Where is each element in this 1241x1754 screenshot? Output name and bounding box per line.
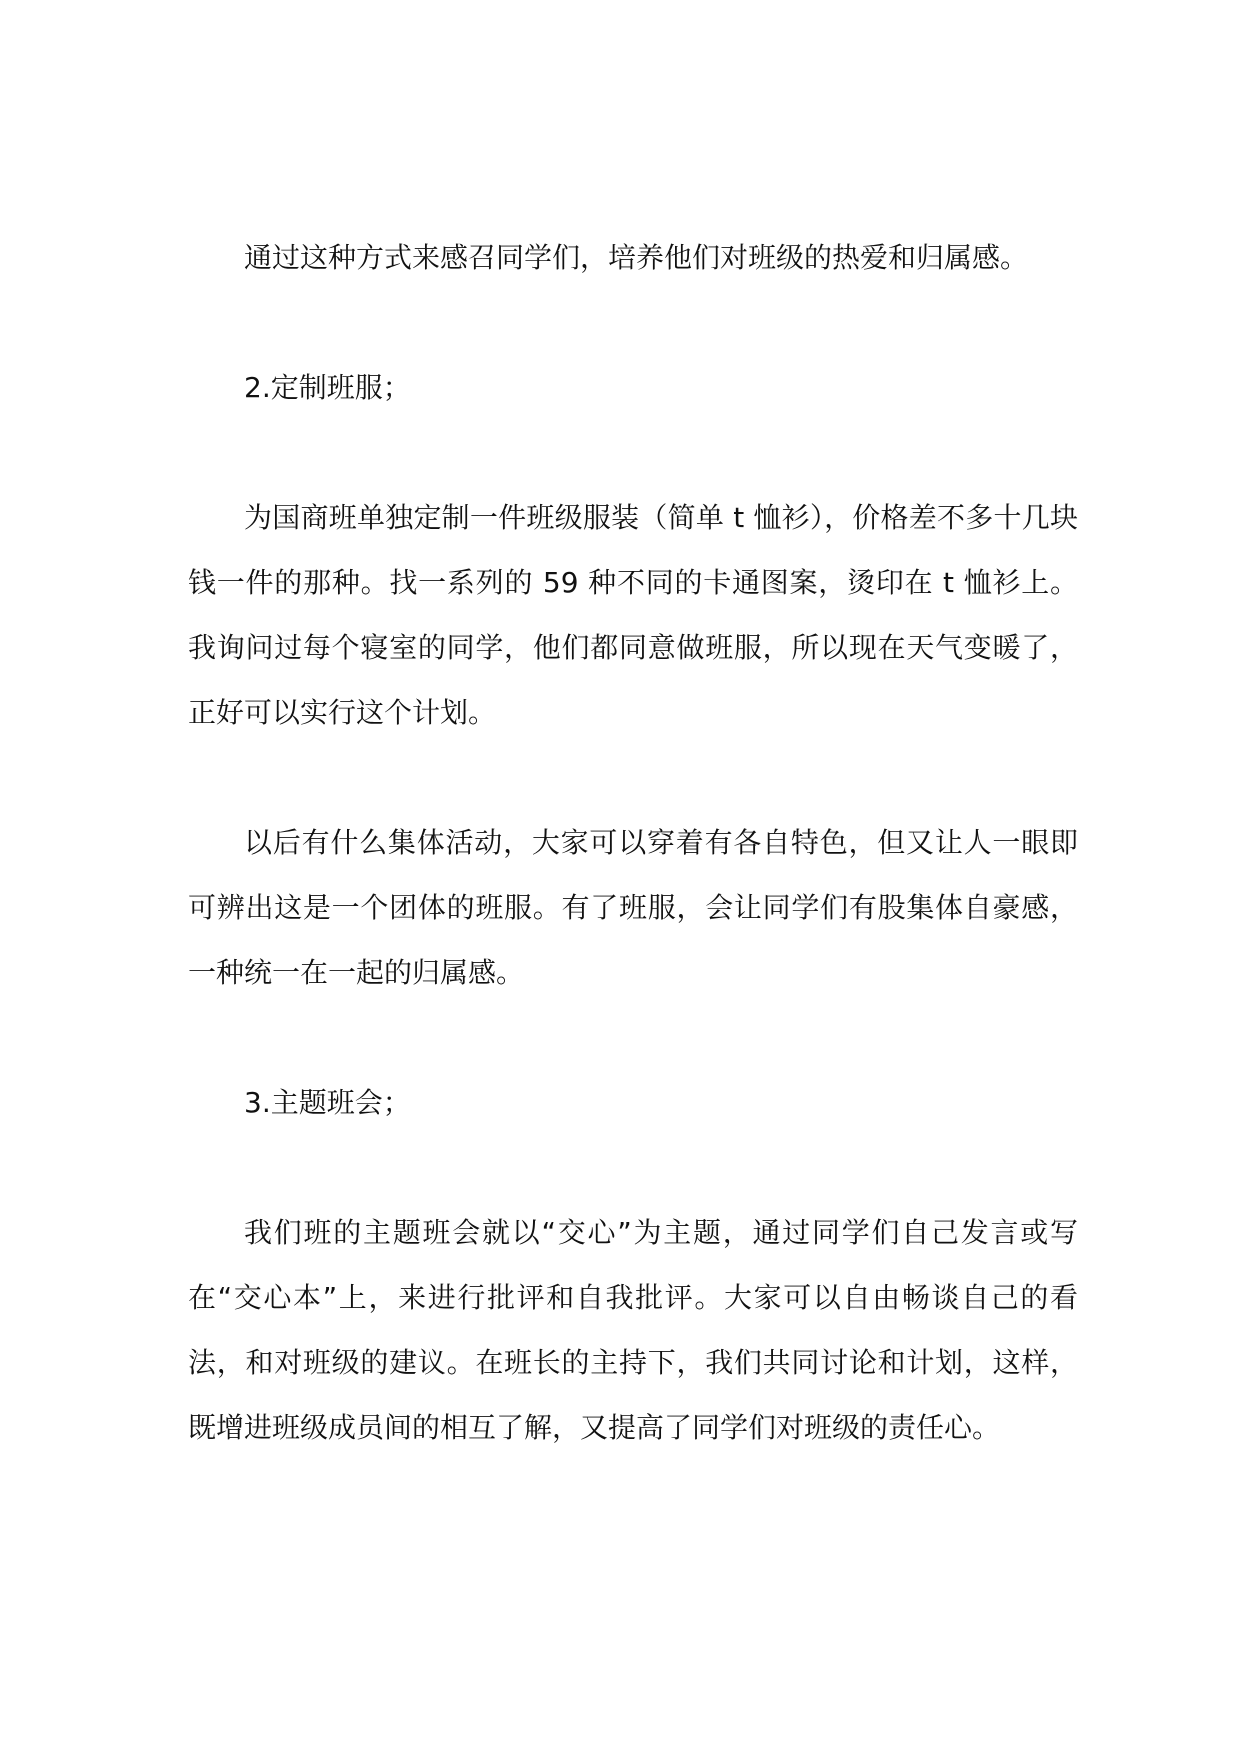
heading-theme-meeting: 3.主题班会； — [244, 1086, 411, 1119]
paragraph-uniform-benefit: 以后有什么集体活动，大家可以穿着有各自特色，但又让人一眼即可辨出这是一个团体的班服。有了班服，会让同学们有股集体自豪感，一种统一在一起的归属感。 — [188, 826, 1078, 989]
paragraph-uniform-plan: 为国商班单独定制一件班级服装（简单 t 恤衫），价格差不多十几块钱一件的那种。找一系列的 59 种不同的卡通图案，烫印在 t 恤衫上。我询问过每个寝室的同学，他们都同意做班服，所以现在天气变暖了，正好可以实行这个计划。 — [188, 501, 1078, 729]
paragraph-intro-closing: 通过这种方式来感召同学们，培养他们对班级的热爱和归属感。 — [244, 241, 1029, 274]
document-body — [188, 225, 1078, 1460]
heading-class-uniform: 2.定制班服； — [244, 371, 411, 404]
paragraph-theme-meeting: 我们班的主题班会就以“交心”为主题，通过同学们自己发言或写在“交心本”上，来进行批评和自我批评。大家可以自由畅谈自己的看法，和对班级的建议。在班长的主持下，我们共同讨论和计划，这样，既增进班级成员间的相互了解，又提高了同学们对班级的责任心。 — [188, 1216, 1078, 1444]
